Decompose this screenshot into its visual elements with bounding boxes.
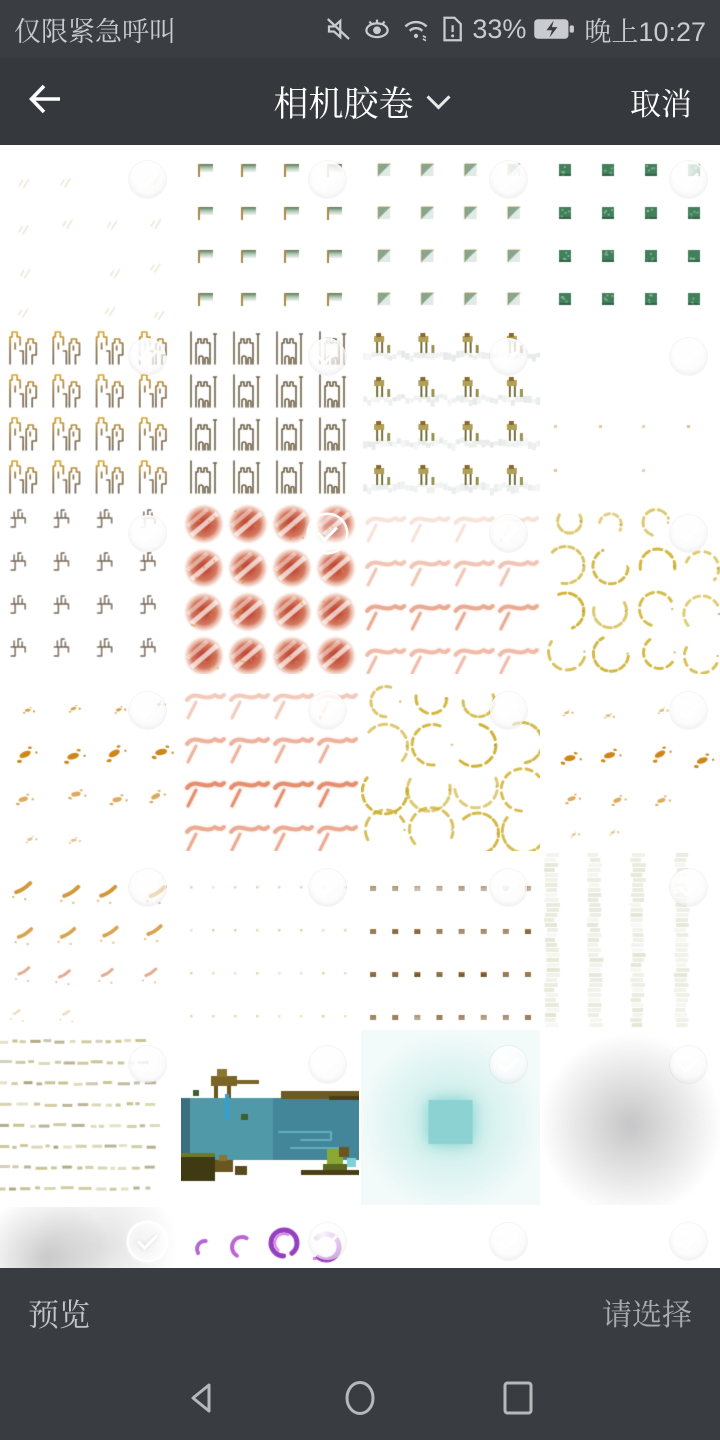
photo-thumbnail-salmon-wisp-sheet-light[interactable] — [361, 499, 540, 674]
check-icon — [678, 344, 699, 365]
album-dropdown[interactable] — [273, 77, 446, 127]
recents-square-icon — [498, 1378, 538, 1418]
back-arrow-icon — [22, 76, 68, 127]
photo-thumbnail-blank-sheet[interactable] — [361, 1207, 540, 1268]
check-icon — [317, 1229, 338, 1250]
carrier-text: 仅限紧急呼叫 — [14, 16, 176, 47]
header — [0, 0, 720, 145]
photo-thumbnail-green-flag-sheet[interactable] — [181, 145, 360, 320]
selection-checkbox[interactable] — [490, 1046, 527, 1083]
check-icon — [678, 1229, 699, 1250]
selection-checkbox[interactable] — [670, 515, 707, 552]
photo-thumbnail-orange-splat-sheet-sparse[interactable] — [542, 676, 720, 851]
selection-checkbox[interactable] — [309, 1046, 346, 1083]
photo-thumbnail-gray-blur-blob[interactable] — [542, 1030, 720, 1205]
battery-percent: 33% — [472, 13, 527, 44]
title-bar — [0, 58, 720, 145]
mute-icon — [324, 14, 354, 44]
bottom-panel — [0, 1268, 720, 1440]
check-icon — [678, 1052, 699, 1073]
selection-checkbox[interactable] — [490, 1223, 527, 1260]
selection-checkbox[interactable] — [129, 869, 166, 906]
photo-thumbnail-red-striped-ball-sheet[interactable] — [181, 499, 360, 674]
selection-checkbox[interactable] — [670, 161, 707, 198]
check-icon — [497, 521, 518, 542]
cancel-button[interactable]: 取消 — [630, 87, 692, 122]
check-icon — [136, 875, 157, 896]
check-icon — [136, 698, 157, 719]
eye-comfort-icon — [361, 14, 393, 44]
check-icon — [136, 521, 157, 542]
photo-thumbnail-sparse-orange-dot-sheet[interactable] — [542, 322, 720, 497]
selection-checkbox[interactable] — [670, 338, 707, 375]
sim-alert-icon — [439, 14, 465, 44]
back-button[interactable] — [0, 58, 90, 145]
selection-checkbox[interactable] — [490, 515, 527, 552]
check-icon — [497, 875, 518, 896]
check-icon — [317, 344, 338, 365]
selection-checkbox[interactable] — [670, 692, 707, 729]
nav-recents-button[interactable] — [496, 1376, 540, 1420]
page-title: 相机胶卷 — [273, 84, 414, 124]
photo-grid — [0, 145, 720, 1268]
selection-checkbox[interactable] — [309, 338, 346, 375]
check-icon — [497, 344, 518, 365]
check-icon — [678, 875, 699, 896]
preview-button[interactable]: 预览 — [28, 1297, 90, 1333]
selection-checkbox[interactable] — [129, 692, 166, 729]
photo-thumbnail-olive-stripe-lines[interactable] — [0, 1030, 179, 1205]
photo-thumbnail-orange-splat-sheet[interactable] — [0, 676, 179, 851]
photo-thumbnail-gray-smoke[interactable] — [0, 1207, 179, 1268]
photo-thumbnail-green-corner-square-sheet[interactable] — [361, 145, 540, 320]
selection-checkbox[interactable] — [670, 869, 707, 906]
home-circle-icon — [340, 1378, 380, 1418]
photo-thumbnail-olive-strip-sheet[interactable] — [542, 853, 720, 1028]
selection-checkbox[interactable] — [670, 1223, 707, 1260]
nav-home-button[interactable] — [338, 1376, 382, 1420]
selection-checkbox[interactable] — [309, 869, 346, 906]
photo-thumbnail-tiny-gold-dot-grid[interactable] — [181, 853, 360, 1028]
nav-back-button[interactable] — [180, 1376, 224, 1420]
selection-checkbox[interactable] — [309, 515, 346, 552]
selection-checkbox[interactable] — [129, 161, 166, 198]
clock-text: 晚上10:27 — [584, 16, 706, 47]
photo-thumbnail-green-square-sheet[interactable] — [542, 145, 720, 320]
selection-checkbox[interactable] — [309, 1223, 346, 1260]
photo-thumbnail-orange-spark-sheet[interactable] — [0, 853, 179, 1028]
selection-checkbox[interactable] — [129, 1223, 166, 1260]
selection-checkbox[interactable] — [490, 338, 527, 375]
check-icon — [317, 875, 338, 896]
selection-hint: 请选择 — [602, 1299, 692, 1332]
photo-thumbnail-tree-fog-sheet[interactable] — [361, 322, 540, 497]
wifi-icon — [400, 14, 432, 44]
photo-thumbnail-gold-building-outline-sheet[interactable] — [0, 322, 179, 497]
check-icon — [317, 167, 338, 188]
photo-thumbnail-pixel-landscape[interactable] — [181, 1030, 360, 1205]
check-icon — [136, 167, 157, 188]
back-triangle-icon — [182, 1378, 222, 1418]
status-icons — [324, 10, 706, 49]
check-icon — [136, 344, 157, 365]
check-icon — [136, 1229, 157, 1250]
android-nav-bar — [0, 1356, 720, 1440]
check-icon — [317, 1052, 338, 1073]
check-icon — [136, 1052, 157, 1073]
photo-thumbnail-blank-sheet-2[interactable] — [542, 1207, 720, 1268]
status-bar — [0, 0, 720, 58]
selection-checkbox[interactable] — [129, 1046, 166, 1083]
check-icon — [497, 1229, 518, 1250]
battery-charging-icon — [533, 14, 577, 44]
check-icon — [317, 521, 338, 542]
photo-thumbnail-gold-arc-sheet-small[interactable] — [542, 499, 720, 674]
photo-thumbnail-gold-arc-sheet[interactable] — [361, 676, 540, 851]
photo-thumbnail-brown-branch-sheet[interactable] — [0, 499, 179, 674]
selection-checkbox[interactable] — [490, 869, 527, 906]
check-icon — [497, 1052, 518, 1073]
check-icon — [678, 698, 699, 719]
photo-thumbnail-faint-sparkle-sheet[interactable] — [0, 145, 179, 320]
photo-thumbnail-salmon-wisp-sheet[interactable] — [181, 676, 360, 851]
photo-thumbnail-brown-castle-outline-sheet[interactable] — [181, 322, 360, 497]
photo-thumbnail-cyan-glow-square[interactable] — [361, 1030, 540, 1205]
selection-checkbox[interactable] — [129, 515, 166, 552]
photo-thumbnail-purple-swirl-sheet[interactable] — [181, 1207, 360, 1268]
check-icon — [678, 167, 699, 188]
check-icon — [497, 698, 518, 719]
check-icon — [678, 521, 699, 542]
photo-thumbnail-brown-square-dot-grid[interactable] — [361, 853, 540, 1028]
selection-checkbox[interactable] — [490, 692, 527, 729]
check-icon — [317, 698, 338, 719]
selection-checkbox[interactable] — [309, 161, 346, 198]
action-bar — [0, 1268, 720, 1356]
selection-checkbox[interactable] — [129, 338, 166, 375]
selection-checkbox[interactable] — [670, 1046, 707, 1083]
chevron-down-icon — [426, 85, 450, 109]
check-icon — [497, 167, 518, 188]
selection-checkbox[interactable] — [490, 161, 527, 198]
selection-checkbox[interactable] — [309, 692, 346, 729]
